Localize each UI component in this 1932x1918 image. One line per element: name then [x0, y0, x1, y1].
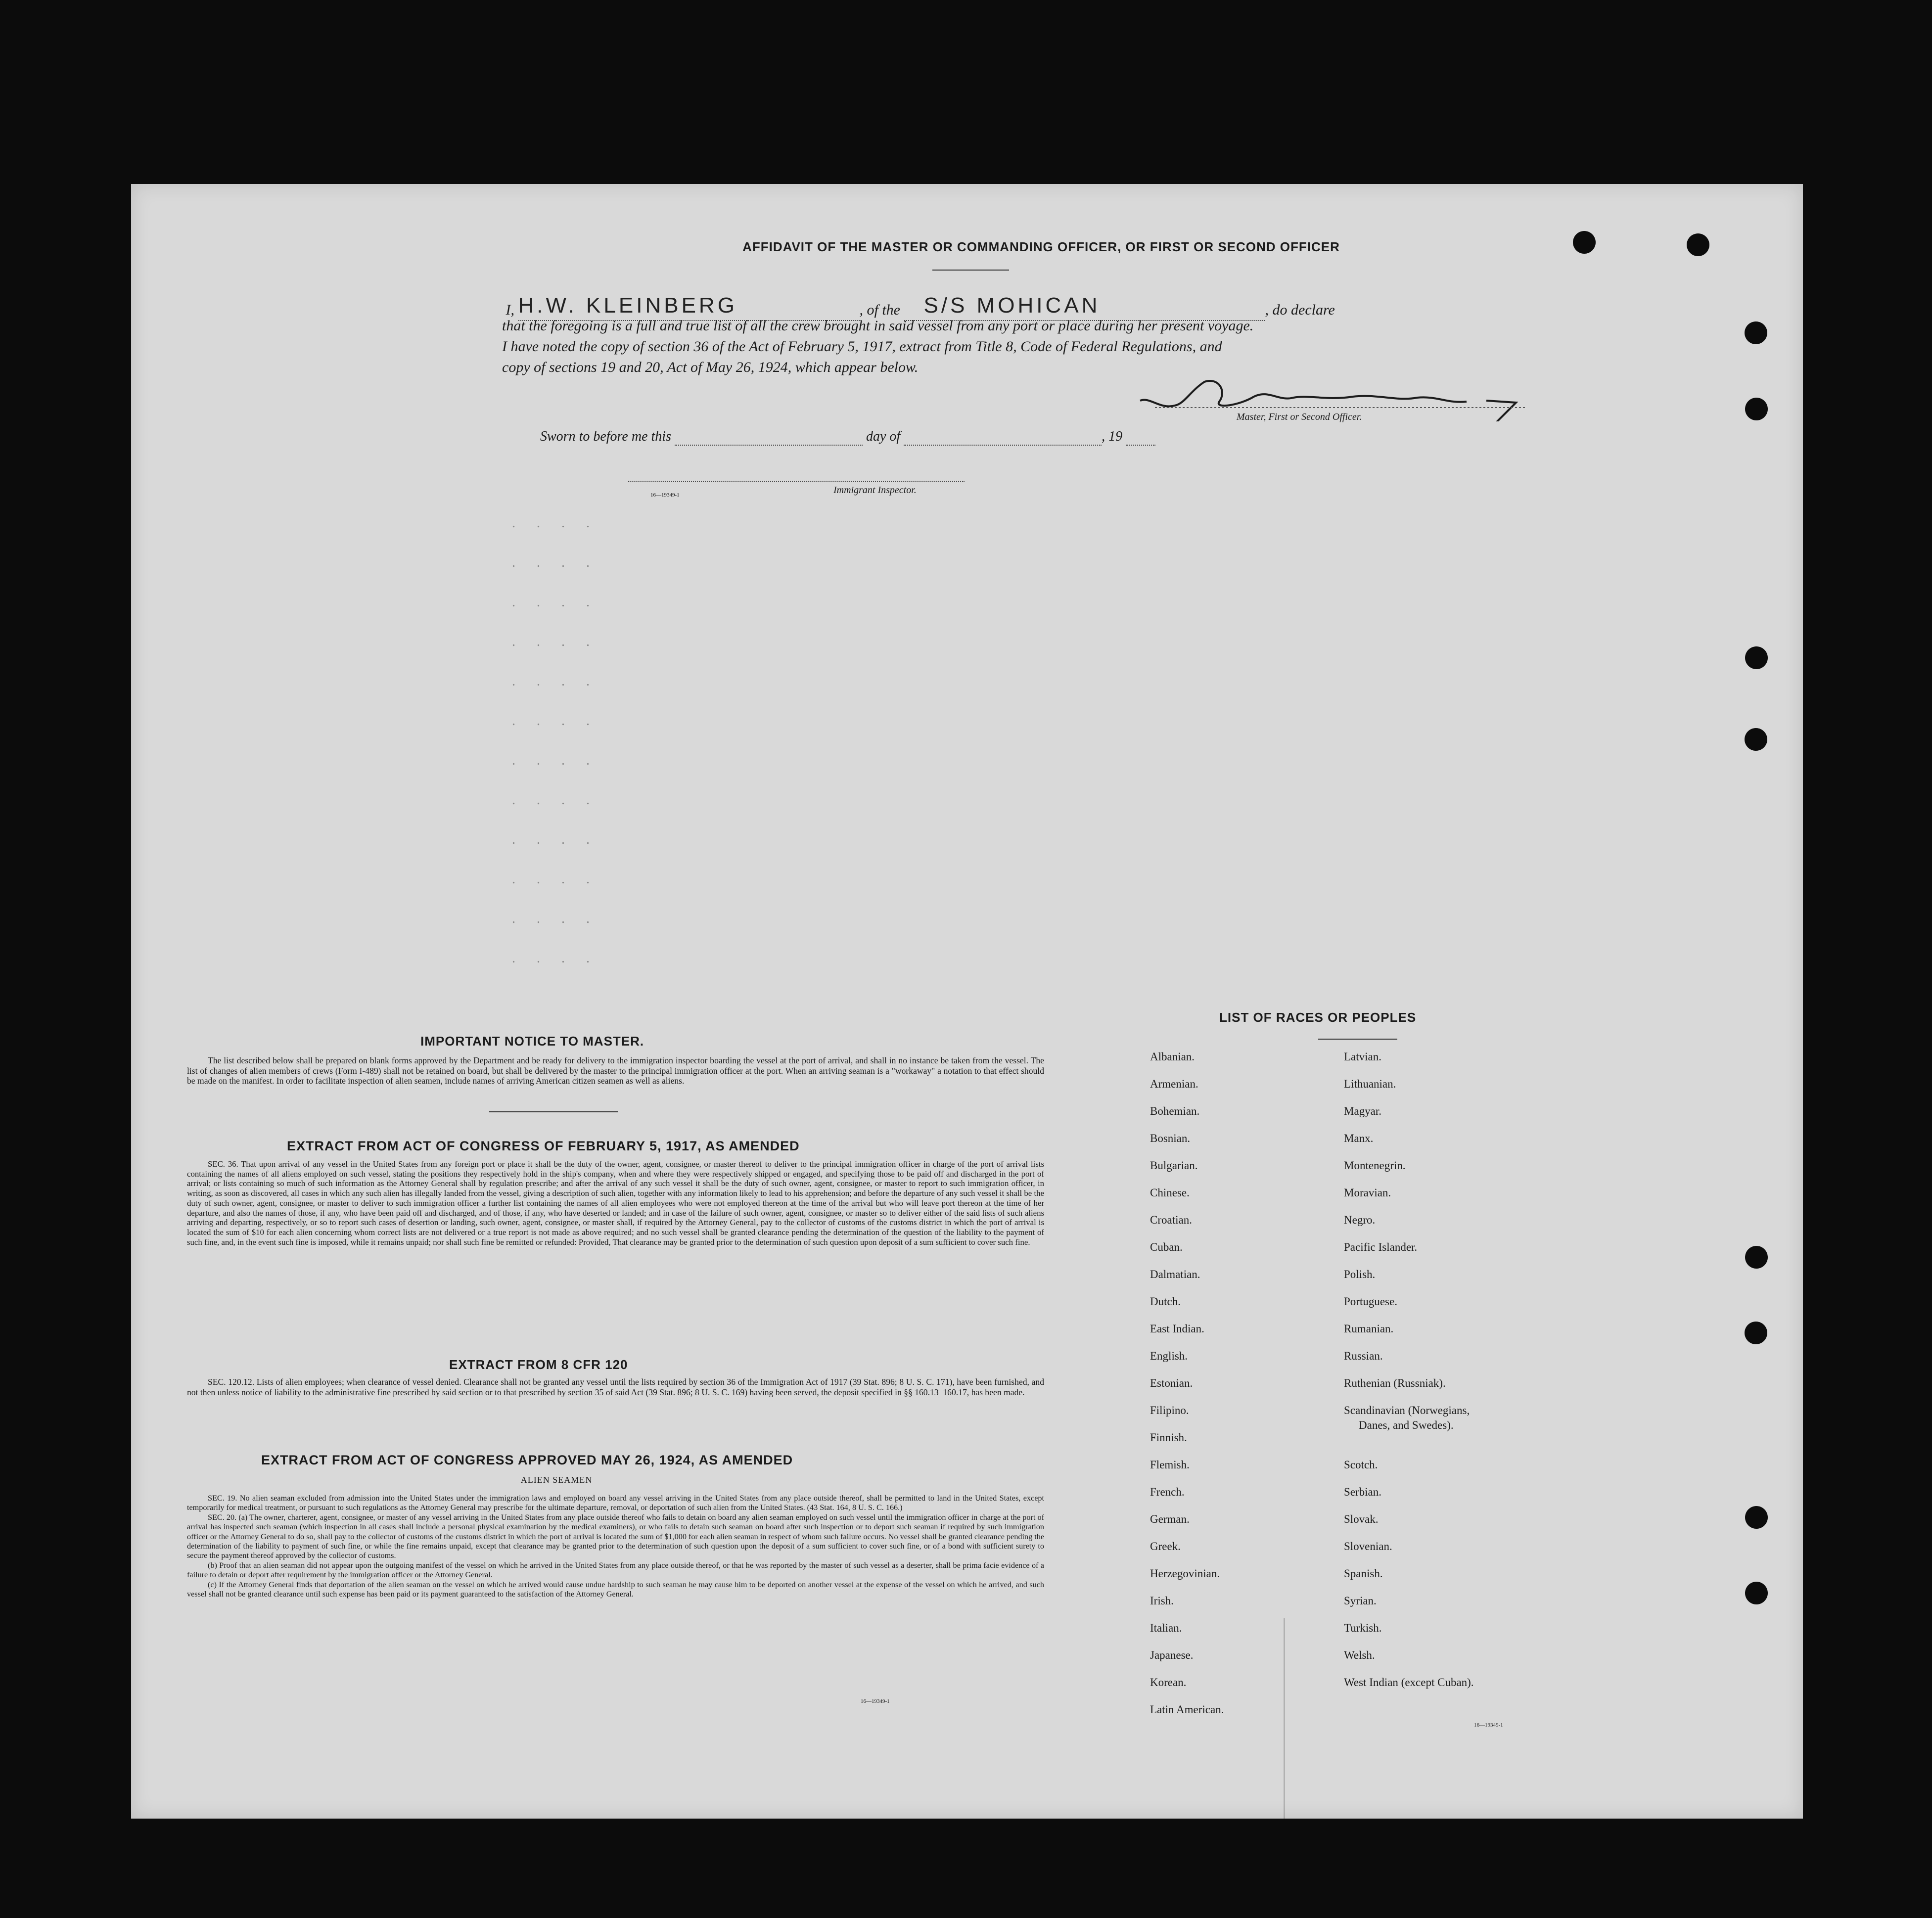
sworn-suffix: , 19 [1102, 429, 1123, 444]
race-item: Russian. [1344, 1350, 1383, 1362]
extract-cfr-title: EXTRACT FROM 8 CFR 120 [449, 1357, 628, 1372]
races-left-column [1150, 1050, 1348, 1743]
extract-1917-title: EXTRACT FROM ACT OF CONGRESS OF FEBRUARY 5, 1917, AS AMENDED [287, 1139, 800, 1153]
ghost-marks: . . . . [512, 832, 598, 847]
race-item: Montenegrin. [1344, 1159, 1406, 1172]
ghost-marks: . . . . [512, 634, 598, 649]
sec-20c-paragraph: (c) If the Attorney General finds that deportation of the alien seaman on the vessel on which he arrived would cause undue hardship to such seaman he may cause him to be deported on another vessel at the expense of the vessel on which he arrived, and such vessel shall not be granted clearance until such expense has been paid or its payment guaranteed to the satisfaction of the Attorney General. [187, 1580, 1044, 1599]
notice-text [187, 1055, 1044, 1086]
race-item: Finnish. [1150, 1431, 1187, 1444]
race-item: Ruthenian (Russniak). [1344, 1377, 1446, 1389]
race-item: Danes, and Swedes). [1359, 1419, 1454, 1431]
notice-paragraph: The list described below shall be prepared on blank forms approved by the Department and be ready for delivery to the immigration inspector boarding the vessel at the port of arrival, and shall in no instance be taken from the vessel. The list of changes of alien members of crews (Form I-489) shall not be retained on board, but shall be delivered by the master to the principal immigration officer at the port. When an arriving seaman is a "workaway" a notation to that effect should be made on the manifest. In order to facilitate inspection of alien seamen, include names of arriving American citizen seamen as well as aliens. [187, 1055, 1044, 1086]
race-item: Herzegovinian. [1150, 1567, 1220, 1580]
affidavit-title: AFFIDAVIT OF THE MASTER OR COMMANDING OFFICER, OR FIRST OR SECOND OFFICER [742, 239, 1340, 254]
form-number-left: 16—19349-1 [861, 1698, 890, 1704]
race-item: Spanish. [1344, 1567, 1383, 1580]
race-item: Bohemian. [1150, 1105, 1200, 1117]
race-item: Magyar. [1344, 1105, 1382, 1117]
races-rule [1318, 1039, 1397, 1040]
extract-1924-text [187, 1494, 1044, 1599]
punch-hole [1745, 1322, 1767, 1344]
punch-hole [1745, 321, 1767, 344]
sworn-mid: day of [866, 429, 901, 444]
ghost-marks: . . . . [512, 753, 598, 768]
race-item: Pacific Islander. [1344, 1241, 1418, 1253]
race-item: Irish. [1150, 1595, 1174, 1607]
race-item: Bosnian. [1150, 1132, 1191, 1144]
race-item: Slovenian. [1344, 1540, 1392, 1553]
race-item: Portuguese. [1344, 1295, 1397, 1308]
punch-hole [1745, 398, 1768, 420]
line1-prefix: I, [506, 302, 514, 318]
race-item: Chinese. [1150, 1187, 1190, 1199]
sec-20b-paragraph: (b) Proof that an alien seaman did not appear upon the outgoing manifest of the vessel on which he arrived in the United States from any place outside thereof, or that he was reported by the master of such vessel as a deserter, shall be prima facie evidence of a failure to detain or deport after requirement by the immigration officer or the Attorney General. [187, 1560, 1044, 1580]
inspector-caption: Immigrant Inspector. [833, 485, 917, 496]
race-item: Moravian. [1344, 1187, 1391, 1199]
race-item: English. [1150, 1350, 1188, 1362]
ghost-marks: . . . . [512, 911, 598, 926]
form-number-right: 16—19349-1 [1474, 1722, 1503, 1728]
race-item: Korean. [1150, 1676, 1187, 1689]
race-item: West Indian (except Cuban). [1344, 1676, 1474, 1689]
sworn-year-field [1126, 429, 1155, 446]
sec-19-paragraph: SEC. 19. No alien seaman excluded from admission into the United States under the immigration laws and employed on board any vessel arriving in the United States from any place outside thereof, shall be permitted to land in the United States, except temporarily for medical treatment, or pursuant to such regulations as the Attorney General may prescribe for the ultimate departure, removal, or deportation of such alien from the United States. (43 Stat. 164, 8 U. S. C. 166.) [187, 1494, 1044, 1512]
race-item: Polish. [1344, 1268, 1376, 1280]
form-number-top: 16—19349-1 [650, 492, 680, 498]
affidavit-line-4: copy of sections 19 and 20, Act of May 26, 1924, which appear below. [502, 359, 919, 375]
line1-mid: , of the [859, 302, 900, 318]
extract-1917-text [187, 1159, 1044, 1247]
form-page [131, 184, 1803, 1819]
race-item: Turkish. [1344, 1622, 1382, 1634]
race-item: Italian. [1150, 1622, 1182, 1634]
ghost-marks: . . . . [512, 555, 598, 570]
punch-hole [1573, 231, 1596, 254]
punch-hole [1745, 728, 1767, 751]
races-title: LIST OF RACES OR PEOPLES [1219, 1010, 1417, 1025]
race-item: Scandinavian (Norwegians, [1344, 1404, 1470, 1416]
punch-hole [1745, 646, 1768, 669]
ghost-marks: . . . . [512, 951, 598, 966]
extract-1924-title: EXTRACT FROM ACT OF CONGRESS APPROVED MAY 26, 1924, AS AMENDED [261, 1453, 793, 1467]
punch-hole [1745, 1506, 1768, 1529]
affidavit-line-3: I have noted the copy of section 36 of the Act of February 5, 1917, extract from Title 8, Code of Federal Regulations, and [502, 338, 1222, 355]
race-item: Negro. [1344, 1214, 1376, 1226]
sworn-prefix: Sworn to before me this [540, 429, 671, 444]
race-item: Croatian. [1150, 1214, 1192, 1226]
race-item: Lithuanian. [1344, 1078, 1396, 1090]
race-item: Albanian. [1150, 1050, 1195, 1063]
notice-title: IMPORTANT NOTICE TO MASTER. [420, 1034, 644, 1049]
ghost-marks: . . . . [512, 713, 598, 729]
sworn-date-field [675, 429, 863, 446]
race-item: Welsh. [1344, 1649, 1375, 1661]
race-item: Syrian. [1344, 1595, 1377, 1607]
title-rule [932, 270, 1009, 271]
race-item: East Indian. [1150, 1323, 1204, 1335]
officer-name: H.W. KLEINBERG [518, 293, 737, 318]
punch-hole [1745, 1582, 1768, 1604]
race-item: Serbian. [1344, 1486, 1382, 1498]
punch-hole [1745, 1246, 1768, 1269]
race-item: Latin American. [1150, 1703, 1224, 1716]
punch-hole [1687, 233, 1709, 256]
race-item: Slovak. [1344, 1513, 1379, 1525]
race-item: Filipino. [1150, 1404, 1189, 1416]
ghost-marks: . . . . [512, 515, 598, 531]
affidavit-line-2: that the foregoing is a full and true list of all the crew brought in said vessel from any port or place during her present voyage. [502, 318, 1254, 334]
ghost-marks: . . . . [512, 594, 598, 610]
race-item: Armenian. [1150, 1078, 1198, 1090]
extract-cfr-paragraph: SEC. 120.12. Lists of alien employees; when clearance of vessel denied. Clearance shall not be granted any vessel until the lists required by section 36 of the Immigration Act of 1917 (39 Stat. 896; 8 U. S. C. 171), have been furnished, and not then unless notice of liability to the administrative fine prescribed by said section or to that prescribed by section 35 of said Act (39 Stat. 896; 8 U. S. C. 169) having been served, the deposit specified in §§ 160.13–160.17, has been made. [187, 1377, 1044, 1397]
race-item: French. [1150, 1486, 1185, 1498]
race-item: Estonian. [1150, 1377, 1193, 1389]
line1-suffix: , do declare [1265, 302, 1335, 318]
inspector-rule [628, 481, 965, 482]
race-item: Rumanian. [1344, 1323, 1394, 1335]
alien-seamen-subtitle: ALIEN SEAMEN [520, 1475, 593, 1485]
extract-1917-paragraph: SEC. 36. That upon arrival of any vessel in the United States from any foreign port or place it shall be the duty of the owner, agent, consignee, or master thereof to deliver to the principal immigration officer in charge of the port of arrival lists containing the names of all aliens employed on such vessel, stating the positions they respectively hold in the ship's company, when and where they were respectively shipped or engaged, and specifying those to be paid off and discharged in the port of arrival; or lists containing so much of such information as the Attorney General shall by regulation prescribe; and after the arrival of any such vessel it shall be the duty of such owner, agent, consignee, or master to report to such immigration officer, in writing, as soon as discovered, all cases in which any such alien has illegally landed from the vessel, giving a description of such alien, together with any information likely to lead to his apprehension; and before the departure of any such vessel it shall be the duty of such owner, agent, consignee, or master to deliver to such immigration officer a further list containing the names of all alien employees who were not employed thereon at the time of the arrival but who will leave port thereon at the time of her departure, and also the names of those, if any, who have been paid off and discharged, and of those, if any, who have deserted or landed; and in case of the failure of such owner, agent, consignee, or master so to deliver either of the said lists of such aliens arriving and departing, respectively, or so to report such cases of desertion or landing, such owner, agent, consignee, or master shall, if required by the Attorney General, pay to the collector of customs of the customs district in which the port of arrival is located the sum of $10 for each alien concerning whom correct lists are not delivered or a true report is not made as above required; and no such vessel shall be granted clearance pending the determination of the question of the liability to the payment of such fine, and, in the event such fine is imposed, while it remains unpaid; nor shall such fine be remitted or refunded: Provided, That clearance may be granted prior to the determination of such question upon deposit of a sum sufficient to cover such fine. [187, 1159, 1044, 1247]
race-item: Flemish. [1150, 1459, 1190, 1471]
extract-cfr-text [187, 1377, 1044, 1397]
race-item: Manx. [1344, 1132, 1374, 1144]
sworn-month-field [904, 429, 1102, 446]
race-item: Dalmatian. [1150, 1268, 1200, 1280]
race-item: Japanese. [1150, 1649, 1194, 1661]
race-item: Bulgarian. [1150, 1159, 1198, 1172]
signature-caption: Master, First or Second Officer. [1237, 411, 1362, 422]
race-item: Greek. [1150, 1540, 1181, 1553]
race-item: Dutch. [1150, 1295, 1181, 1308]
race-item: Latvian. [1344, 1050, 1381, 1063]
vessel-name: S/S MOHICAN [923, 293, 1101, 318]
races-right-column [1344, 1050, 1651, 1743]
notice-rule [489, 1111, 618, 1112]
race-item: Cuban. [1150, 1241, 1183, 1253]
ghost-marks: . . . . [512, 674, 598, 689]
race-item: Scotch. [1344, 1459, 1378, 1471]
ghost-marks: . . . . [512, 792, 598, 808]
fold-crease [1284, 1618, 1285, 1819]
sec-20a-paragraph: SEC. 20. (a) The owner, charterer, agent, consignee, or master of any vessel arriving in the United States from any place outside thereof who fails to detain on board any alien seaman employed on such vessel until the immigration officer in charge at the port of arrival has inspected such seaman (which inspection in all cases shall include a personal physical examination by the medical examiners), or who fails to detain such seaman on board after such inspection or to deport such seaman if required by such immigration officer or the Attorney General to do so, shall pay to the collector of customs of the customs district in which the port of arrival is located the sum of $1,000 for each alien seaman in respect of whom such failure occurs. No vessel shall be granted clearance pending the determination of the liability to payment of such fine, or while the fine remains unpaid, except that clearance may be granted prior to the determination of such question upon the deposit of a sum sufficient to cover such fine, or of a bond with sufficient surety to secure the payment thereof approved by the collector of customs. [187, 1512, 1044, 1560]
ghost-marks: . . . . [512, 871, 598, 887]
race-item: German. [1150, 1513, 1190, 1525]
sworn-line [540, 429, 1155, 446]
